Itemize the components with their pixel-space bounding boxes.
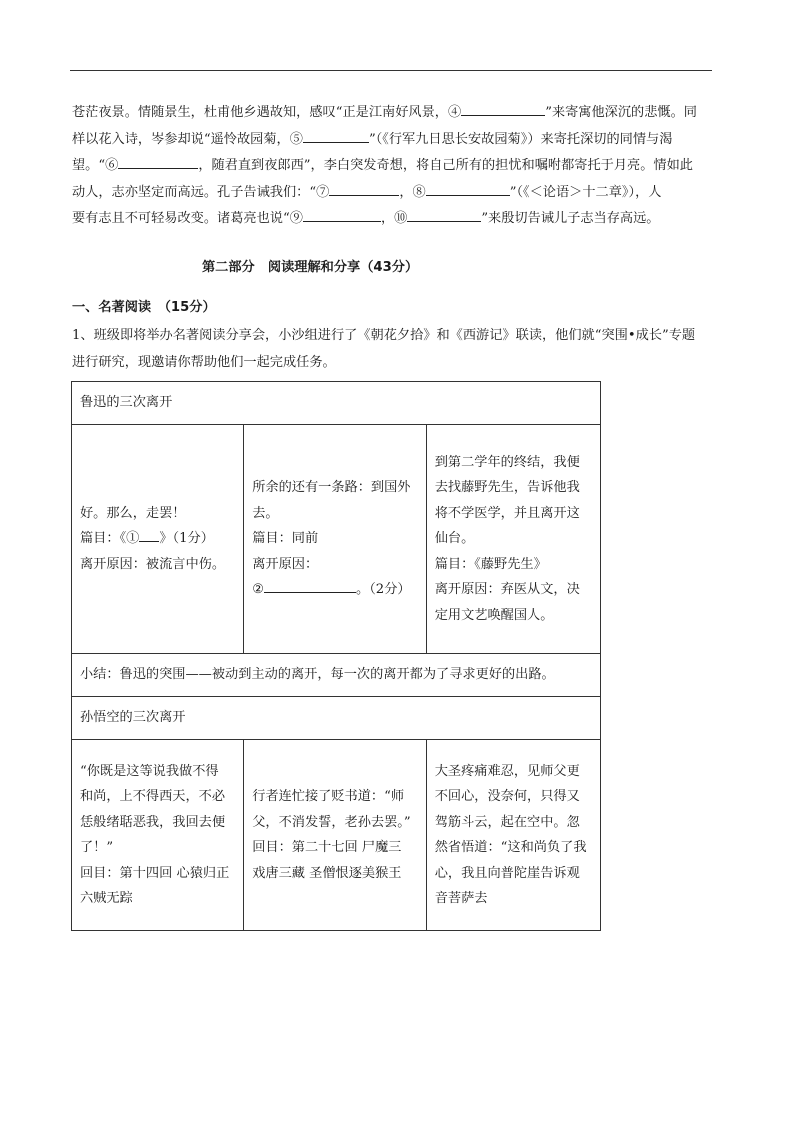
blank-10[interactable] <box>407 208 481 222</box>
blank-9[interactable] <box>303 208 381 222</box>
paragraph-line: 望。“⑥ ，随君直到夜郎西”，李白突发奇想，将自己所有的担忧和嘱咐都寄托于月亮。情如此 <box>72 153 714 180</box>
blank-7[interactable] <box>329 182 399 196</box>
blank-5[interactable] <box>303 129 369 143</box>
blank-lu-2[interactable] <box>264 579 356 593</box>
question-line: 进行研究，现邀请你帮助他们一起完成任务。 <box>72 355 336 370</box>
sun-cell-2: 行者连忙接了贬书道：“师 父，不消发誓，老孙去罢。” 回目：第二十七回 尸魔三 戏唐三藏 圣僧恨逐美猴王 <box>244 740 427 931</box>
paragraph-line: 要有志且不可轻易改变。诸葛亮也说“⑨ ，⑩ ”来殷切告诫儿子志当存高远。 <box>72 206 714 233</box>
question-line: 1、班级即将举办名著阅读分享会，小沙组进行了《朝花夕拾》和《西游记》联读，他们就“突围•成长”专题 <box>72 328 696 343</box>
lu-xun-summary: 小结：鲁迅的突围——被动到主动的离开，每一次的离开都为了寻求更好的出路。 <box>72 654 601 697</box>
comparison-table <box>71 381 601 931</box>
sun-cell-1: “你既是这等说我做不得 和尚，上不得西天，不必 恁般绪聒恶我，我回去便 了！” 回目：第十四回 心猿归正 六贼无踪 <box>72 740 244 931</box>
blank-4[interactable] <box>461 102 545 116</box>
lu-cell-2: 所余的还有一条路：到国外 去。 篇目：同前 离开原因： ② 。（2分） <box>244 425 427 654</box>
paragraph-line: 样以花入诗，岑参却说“遥怜故园菊，⑤ ”（《行军九日思长安故园菊》）来寄托深切的同情与渴 <box>72 127 714 154</box>
lu-xun-header: 鲁迅的三次离开 <box>72 382 601 425</box>
lu-cell-1: 好。那么，走罢！ 篇目：《① 》（1分） 离开原因：被流言中伤。 <box>72 425 244 654</box>
blank-lu-1[interactable] <box>139 528 159 542</box>
subsection-title: 一、名著阅读 （15分） <box>72 300 216 315</box>
sun-cell-3: 大圣疼痛难忍，见师父更 不回心，没奈何，只得又 驾筋斗云，起在空中。忽 然省悟道：“这和尚负了我 心，我且向普陀崖告诉观 音菩萨去 <box>426 740 600 931</box>
blank-8[interactable] <box>426 182 510 196</box>
sun-wukong-header: 孙悟空的三次离开 <box>72 697 601 740</box>
lu-cell-3: 到第二学年的终结，我便 去找藤野先生，告诉他我 将不学医学，并且离开这 仙台。 篇目：《藤野先生》 离开原因：弃医从文，决 定用文艺唤醒国人。 <box>426 425 600 654</box>
paragraph-line: 苍茫夜景。情随景生，杜甫他乡遇故知，感叹“正是江南好风景，④ ”来寄寓他深沉的悲慨。同 <box>72 100 714 127</box>
blank-6[interactable] <box>118 155 198 169</box>
section-title: 第二部分 阅读理解和分享（43分） <box>202 260 419 275</box>
poetry-fill-paragraph <box>72 100 714 233</box>
header-rule <box>70 70 712 71</box>
paragraph-line: 动人，志亦坚定而高远。孔子告诫我们：“⑦ ，⑧ ”（《＜论语＞十二章》），人 <box>72 180 714 207</box>
question-text <box>72 322 714 376</box>
